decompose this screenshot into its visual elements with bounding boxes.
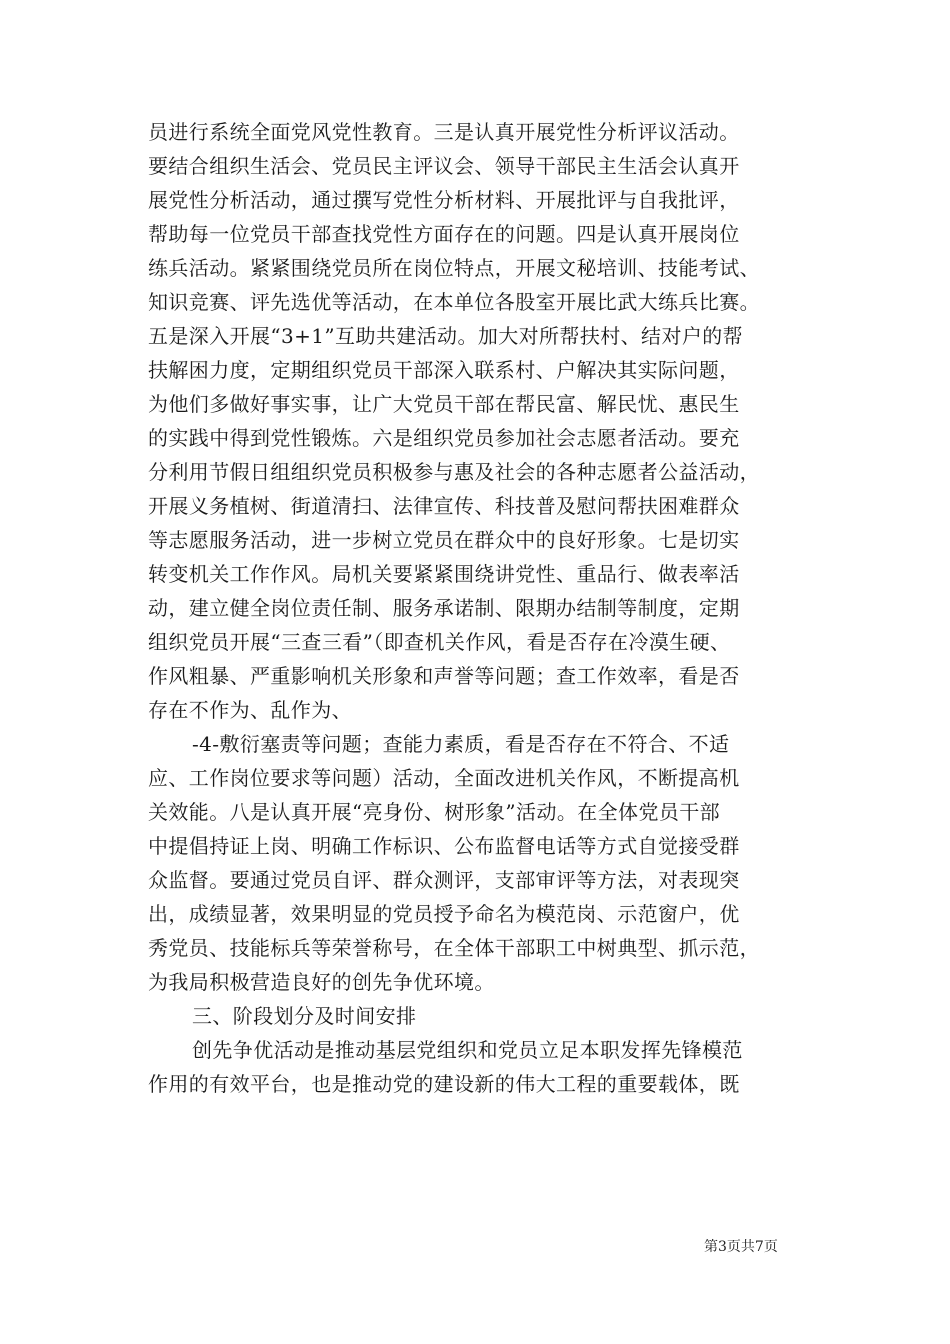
text-line: 关效能。八是认真开展“亮身份、树形象”活动。在全体党员干部	[148, 800, 721, 824]
text-line: 应、工作岗位要求等问题）活动，全面改进机关作风，不断提高机	[148, 766, 740, 790]
text-line: 组织党员开展“三查三看”（即查机关作风，看是否存在冷漠生硬、	[148, 630, 731, 654]
text-line: 作风粗暴、严重影响机关形象和声誉等问题；查工作效率，看是否	[148, 664, 740, 688]
text-line: 存在不作为、乱作为、	[148, 698, 352, 722]
text-line: 转变机关工作作风。局机关要紧紧围绕讲党性、重品行、做表率活	[148, 562, 740, 586]
text-line: 要结合组织生活会、党员民主评议会、领导干部民主生活会认真开	[148, 154, 740, 178]
section-heading: 三、阶段划分及时间安排	[192, 1004, 417, 1028]
text-line: 展党性分析活动，通过撰写党性分析材料、开展批评与自我批评，	[148, 188, 740, 212]
text-line: 创先争优活动是推动基层党组织和党员立足本职发挥先锋模范	[192, 1038, 743, 1062]
text-line: 出，成绩显著，效果明显的党员授予命名为模范岗、示范窗户，优	[148, 902, 740, 926]
text-line: 练兵活动。紧紧围绕党员所在岗位特点，开展文秘培训、技能考试、	[148, 256, 760, 280]
text-line: 知识竞赛、评先选优等活动，在本单位各股室开展比武大练兵比赛。	[148, 290, 760, 314]
text-line: -4-敷衍塞责等问题；查能力素质，看是否存在不符合、不适	[192, 732, 730, 756]
text-line: 五是深入开展“3+1”互助共建活动。加大对所帮扶村、结对户的帮	[148, 324, 744, 348]
text-line: 扶解困力度，定期组织党员干部深入联系村、户解决其实际问题，	[148, 358, 740, 382]
text-line: 开展义务植树、街道清扫、法律宣传、科技普及慰问帮扶困难群众	[148, 494, 740, 518]
text-line: 众监督。要通过党员自评、群众测评，支部审评等方法，对表现突	[148, 868, 740, 892]
text-line: 中提倡持证上岗、明确工作标识、公布监督电话等方式自觉接受群	[148, 834, 740, 858]
text-line: 秀党员、技能标兵等荣誉称号，在全体干部职工中树典型、抓示范，	[148, 936, 760, 960]
text-line: 动，建立健全岗位责任制、服务承诺制、限期办结制等制度，定期	[148, 596, 740, 620]
text-line: 帮助每一位党员干部查找党性方面存在的问题。四是认真开展岗位	[148, 222, 740, 246]
text-line: 等志愿服务活动，进一步树立党员在群众中的良好形象。七是切实	[148, 528, 740, 552]
text-line: 员进行系统全面党风党性教育。三是认真开展党性分析评议活动。	[148, 120, 740, 144]
text-line: 为我局积极营造良好的创先争优环境。	[148, 970, 495, 994]
text-line: 为他们多做好事实事，让广大党员干部在帮民富、解民忧、惠民生	[148, 392, 740, 416]
text-line: 作用的有效平台，也是推动党的建设新的伟大工程的重要载体，既	[148, 1072, 740, 1096]
text-line: 的实践中得到党性锻炼。六是组织党员参加社会志愿者活动。要充	[148, 426, 740, 450]
page-number: 第3页共7页	[704, 1239, 778, 1255]
text-line: 分利用节假日组组织党员积极参与惠及社会的各种志愿者公益活动，	[148, 460, 760, 484]
